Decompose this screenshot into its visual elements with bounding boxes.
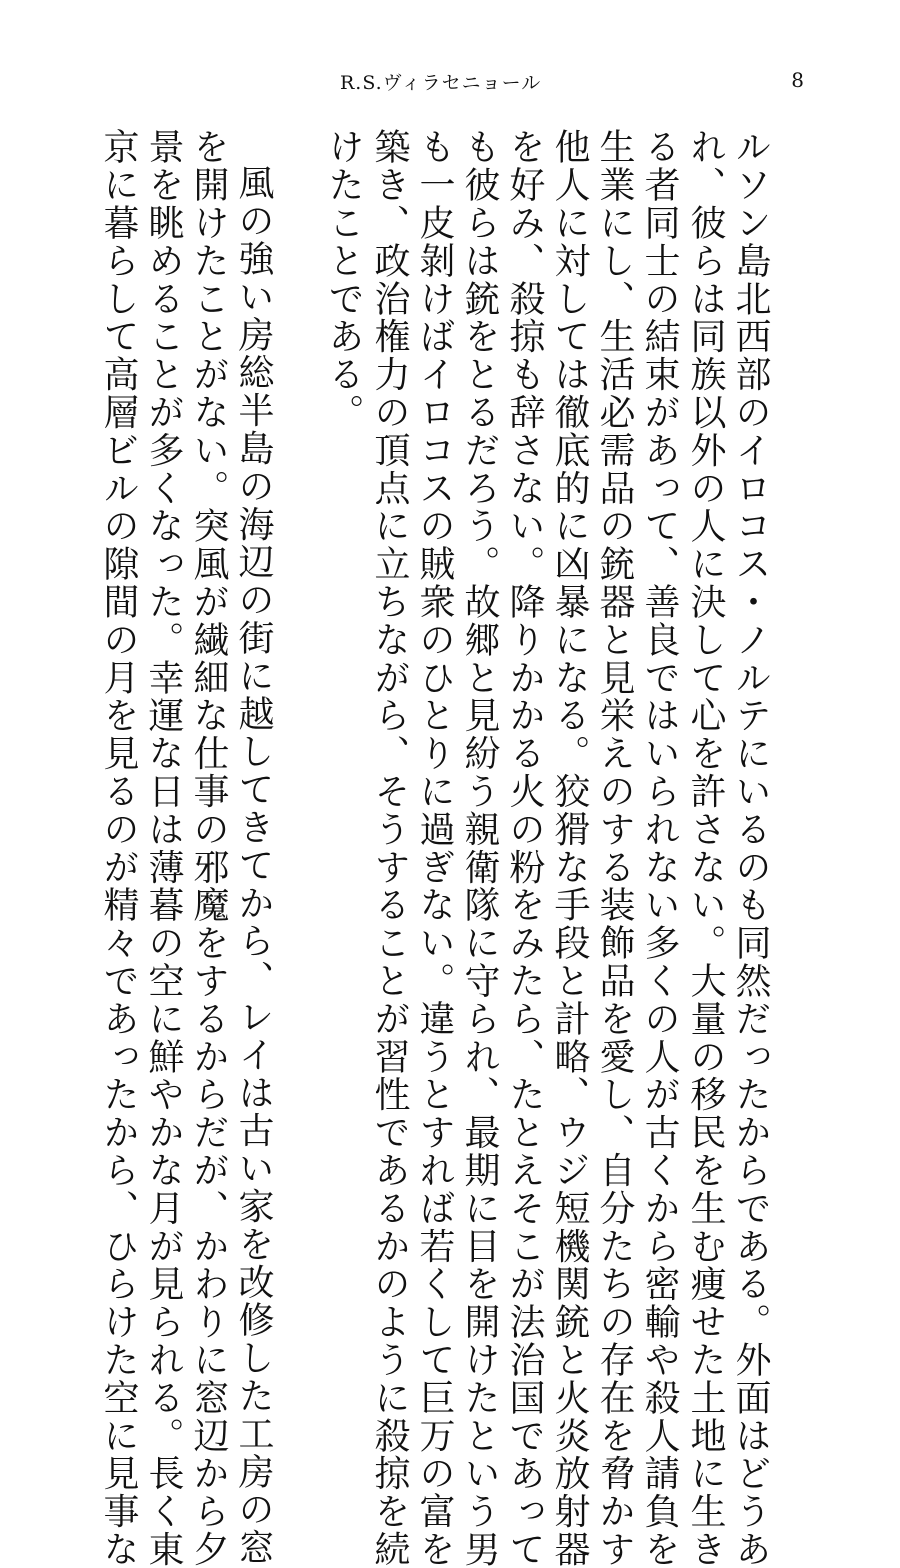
- text-column-14: 京に暮らして高層ビルの隙間の月を見るのが精々であったから、ひらけた空に見事な: [98, 128, 139, 1568]
- text-column-9: 築き、政治権力の頂点に立ちながら、そうすることが習性であるかのように殺掠を続: [369, 128, 410, 1568]
- text-column-5: 他人に対しては徹底的に凶暴になる。狡猾な手段と計略、ウジ短機関銃と火炎放射器: [549, 128, 590, 1568]
- text-column-4: 生業にし、生活必需品の銃器と見栄えのする装飾品を愛し、自分たちの存在を脅かす: [594, 128, 635, 1568]
- page-number: 8: [791, 68, 804, 92]
- text-column-1: ルソン島北西部のイロコス・ノルテにいるのも同然だったからである。外面はどうあ: [730, 128, 771, 1568]
- book-title: R.S.ヴィラセニョール: [340, 72, 542, 94]
- text-column-7: も彼らは銃をとるだろう。故郷と見紛う親衛隊に守られ、最期に目を開けたという男: [459, 128, 500, 1568]
- text-column-3: る者同士の結束があって、善良ではいられない多くの人が古くから密輸や殺人請負を: [639, 128, 680, 1568]
- text-column-12: を開けたことがない。突風が繊細な仕事の邪魔をするからだが、かわりに窓辺から夕: [188, 128, 229, 1568]
- text-column-2: れ、彼らは同族以外の人に決して心を許さない。大量の移民を生む痩せた土地に生き: [685, 128, 726, 1568]
- text-column-6: を好み、殺掠も辞さない。降りかかる火の粉をみたら、たとえそこが法治国であって: [504, 128, 545, 1568]
- text-column-10: けたことである。: [323, 128, 364, 432]
- text-column-13: 景を眺めることが多くなった。幸運な日は薄暮の空に鮮やかな月が見られる。長く東: [143, 128, 184, 1568]
- text-column-8: も一皮剝けばイロコスの賊衆のひとりに過ぎない。違うとすれば若くして巨万の富を: [414, 128, 455, 1568]
- text-column-11: 風の強い房総半島の海辺の街に越してきてから、レイは古い家を改修した工房の窓: [233, 164, 274, 1567]
